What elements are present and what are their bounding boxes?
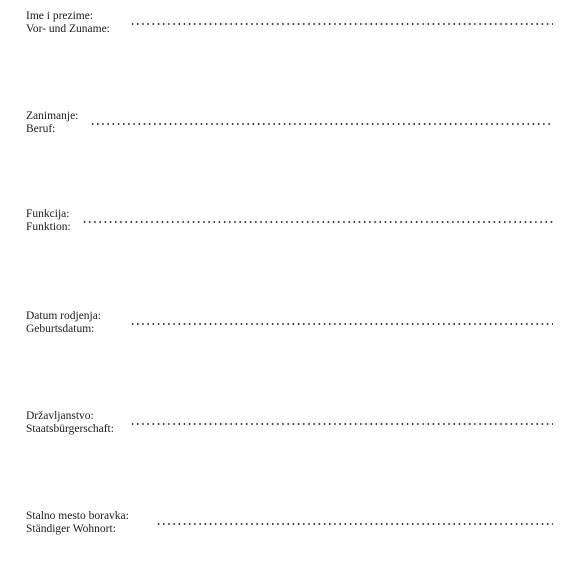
field-birth-date-label-de: Geburtsdatum: [26, 322, 95, 335]
field-birth-date-fill-line[interactable] [130, 323, 553, 325]
field-birth-date-labels [26, 310, 101, 335]
field-citizenship-labels [26, 410, 114, 435]
field-citizenship-label-de: Staatsbürgerschaft: [26, 422, 114, 435]
field-name [26, 10, 553, 36]
field-residence [26, 510, 553, 536]
field-function-label-de: Funktion: [26, 220, 71, 233]
field-residence-label-de: Ständiger Wohnort: [26, 522, 116, 535]
field-name-label-de: Vor- und Zuname: [26, 22, 110, 35]
field-occupation-label-de: Beruf: [26, 122, 56, 135]
field-occupation [26, 110, 553, 136]
field-residence-label-sr: Stalno mesto boravka: [26, 510, 129, 522]
field-birth-date [26, 310, 553, 336]
field-birth-date-label-sr: Datum rodjenja: [26, 310, 102, 322]
field-occupation-label-sr: Zanimanje: [26, 110, 79, 122]
field-citizenship-label-sr: Državljanstvo: [26, 410, 94, 422]
field-name-fill-line[interactable] [130, 23, 553, 25]
field-occupation-labels [26, 110, 78, 135]
field-function-fill-line[interactable] [82, 221, 553, 223]
field-citizenship [26, 410, 553, 436]
field-occupation-fill-line[interactable] [90, 123, 553, 125]
field-function [26, 208, 553, 234]
field-function-label-sr: Funkcija: [26, 208, 70, 220]
field-function-labels [26, 208, 71, 233]
field-name-label-sr: Ime i prezime: [26, 10, 94, 22]
field-name-labels [26, 10, 110, 35]
field-citizenship-fill-line[interactable] [130, 423, 553, 425]
field-residence-fill-line[interactable] [156, 523, 553, 525]
field-residence-labels [26, 510, 129, 535]
